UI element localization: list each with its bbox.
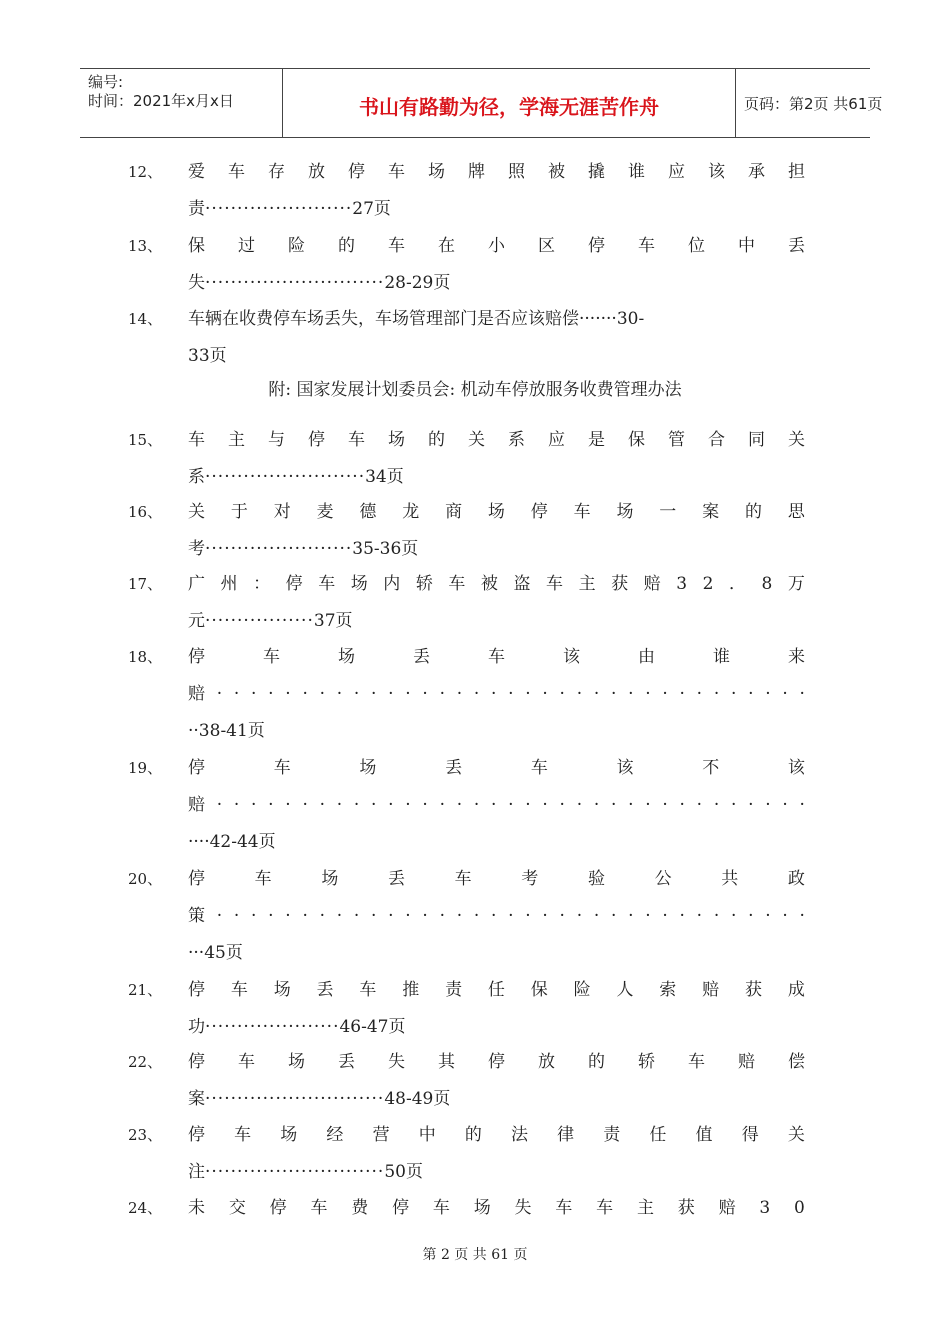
toc-number: 23、: [128, 1126, 163, 1144]
toc-continuation: 策 · · · · · · · · · · · · · · · · · · · · · · · · · · · · · · · · · · ·: [188, 906, 805, 926]
toc-continuation: 元·················37页: [188, 611, 353, 631]
toc-title: 广 州 ： 停 车 场 内 轿 车 被 盗 车 主 获 赔 3 2 ． 8 万: [188, 574, 805, 594]
toc-title: 车 主 与 停 车 场 的 关 系 应 是 保 管 合 同 关: [188, 430, 805, 450]
toc-continuation: 注····························50页: [188, 1162, 423, 1182]
appendix-note: 附: 国家发展计划委员会: 机动车停放服务收费管理办法: [268, 380, 682, 400]
page-header: [80, 68, 883, 138]
toc-number: 20、: [128, 870, 163, 888]
toc-title: 停 车 场 丢 车 考 验 公 共 政: [188, 869, 805, 889]
toc-title: 停 车 场 丢 车 该 由 谁 来: [188, 647, 805, 667]
code-label: 编号:: [88, 73, 124, 91]
page-footer: 第 2 页 共 61 页: [422, 1247, 528, 1263]
toc-number: 22、: [128, 1053, 163, 1071]
toc-continuation: 责·······················27页: [188, 199, 391, 219]
header-motto: 书山有路勤为径，学海无涯苦作舟: [359, 95, 659, 119]
header-center-cell: [282, 69, 736, 137]
toc-continuation-2: ···45页: [188, 943, 243, 963]
toc-title: 未 交 停 车 费 停 车 场 失 车 车 主 获 赔 3 0: [188, 1198, 805, 1218]
toc-number: 17、: [128, 575, 163, 593]
toc-title: 停 车 场 经 营 中 的 法 律 责 任 值 得 关: [188, 1125, 805, 1145]
toc-continuation: 失····························28-29页: [188, 273, 451, 293]
header-left-cell: [80, 69, 282, 137]
toc-continuation: 案····························48-49页: [188, 1089, 451, 1109]
toc-continuation: 赔 · · · · · · · · · · · · · · · · · · · · · · · · · · · · · · · · · · ·: [188, 684, 805, 704]
toc-title: 停 车 场 丢 车 该 不 该: [188, 758, 805, 778]
toc-number: 18、: [128, 648, 163, 666]
toc-continuation: 系·························34页: [188, 467, 404, 487]
toc-number: 16、: [128, 503, 163, 521]
toc-title: 保 过 险 的 车 在 小 区 停 车 位 中 丢: [188, 236, 805, 256]
toc-title: 关 于 对 麦 德 龙 商 场 停 车 场 一 案 的 思: [188, 502, 805, 522]
toc-title: 停 车 场 丢 失 其 停 放 的 轿 车 赔 偿: [188, 1052, 805, 1072]
toc-number: 12、: [128, 163, 163, 181]
header-right-cell: [735, 69, 883, 137]
toc-number: 14、: [128, 310, 163, 328]
toc-continuation: 赔 · · · · · · · · · · · · · · · · · · · · · · · · · · · · · · · · · · ·: [188, 795, 805, 815]
toc-number: 21、: [128, 981, 163, 999]
toc-number: 13、: [128, 237, 163, 255]
toc-continuation: 33页: [188, 346, 227, 366]
toc-number: 19、: [128, 759, 163, 777]
toc-continuation-2: ··38-41页: [188, 721, 265, 741]
toc-continuation: 考·······················35-36页: [188, 539, 419, 559]
toc-title: 停 车 场 丢 车 推 责 任 保 险 人 索 赔 获 成: [188, 980, 805, 1000]
toc-title: 车辆在收费停车场丢失，车场管理部门是否应该赔偿·······30-: [188, 309, 645, 329]
toc-number: 24、: [128, 1199, 163, 1217]
page-label: 页码：第2页 共61页: [744, 95, 883, 113]
toc-continuation-2: ····42-44页: [188, 832, 276, 852]
toc-continuation: 功·····················46-47页: [188, 1017, 406, 1037]
toc-number: 15、: [128, 431, 163, 449]
time-label: 时间：2021年x月x日: [88, 92, 234, 110]
toc-title: 爱 车 存 放 停 车 场 牌 照 被 撬 谁 应 该 承 担: [188, 162, 805, 182]
